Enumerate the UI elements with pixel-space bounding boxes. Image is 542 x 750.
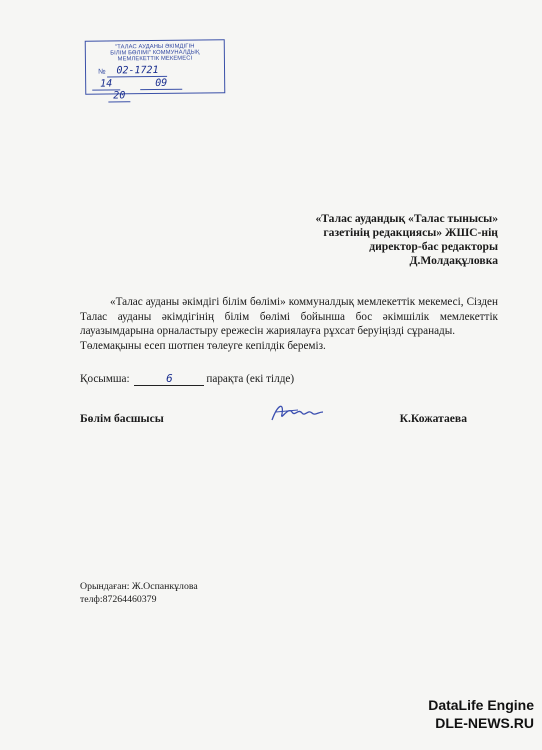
body-paragraph-2: Төлемақыны есеп шотпен төлеуге кепілдік береміз. bbox=[80, 339, 326, 352]
stamp-date-month: 09 bbox=[140, 78, 182, 90]
stamp-number-row bbox=[98, 65, 168, 78]
addressee-block bbox=[315, 212, 498, 268]
signatory-name: К.Кожатаева bbox=[399, 412, 467, 425]
handwritten-signature bbox=[268, 400, 326, 426]
stamp-line-1: "ТАЛАС АУДАНЫ ӘКІМДІГІН bbox=[115, 43, 195, 51]
stamp-number: 02-1721 bbox=[107, 65, 167, 78]
attachment-count: 6 bbox=[166, 372, 173, 385]
executor-name: Орындаған: Ж.Оспанкұлова bbox=[80, 581, 198, 592]
stamp-date-year: 20 bbox=[108, 90, 130, 102]
addressee-line-2: газетінің редакциясы» ЖШС-нің bbox=[323, 226, 498, 239]
attachment-label: Қосымша: bbox=[80, 373, 130, 385]
stamp-date-row bbox=[92, 77, 224, 102]
stamp-date-day: 14 bbox=[92, 78, 120, 90]
stamp-line-3: МЕМЛЕКЕТТІК МЕКЕМЕСІ bbox=[117, 55, 193, 63]
attachment-count-field bbox=[134, 372, 204, 386]
watermark-line-1: DataLife Engine bbox=[428, 697, 534, 713]
body-paragraph-1: «Талас ауданы әкімдігі білім бөлімі» коммуналдық мемлекеттік мекемесі, Сізден Талас ауданы әкімдігінің білім бөлімі бойынша бос әкімшілік мемлекеттік лауазымдарына орналастыру ережесін жариялауға рұхсат беруіңізді сұранады. bbox=[80, 296, 498, 338]
addressee-line-3: директор-бас редакторы bbox=[369, 240, 498, 253]
registration-stamp bbox=[85, 39, 226, 102]
attachment-suffix: парақта (екі тілде) bbox=[206, 373, 295, 385]
watermark-line-2: DLE-NEWS.RU bbox=[435, 715, 534, 731]
stamp-line-2: БІЛІМ БӨЛІМІ" КОММУНАЛДЫҚ bbox=[110, 49, 200, 57]
site-watermark bbox=[428, 696, 534, 732]
addressee-line-1: «Талас аудандық «Талас тынысы» bbox=[315, 212, 498, 225]
attachment-line bbox=[80, 372, 294, 386]
executor-phone: телф:87264460379 bbox=[80, 594, 157, 605]
letter-body bbox=[80, 295, 498, 353]
executor-block bbox=[80, 580, 198, 606]
stamp-number-prefix: № bbox=[98, 68, 106, 76]
signatory-title: Бөлім басшысы bbox=[80, 412, 164, 425]
addressee-name: Д.Молдақұловка bbox=[409, 254, 498, 267]
